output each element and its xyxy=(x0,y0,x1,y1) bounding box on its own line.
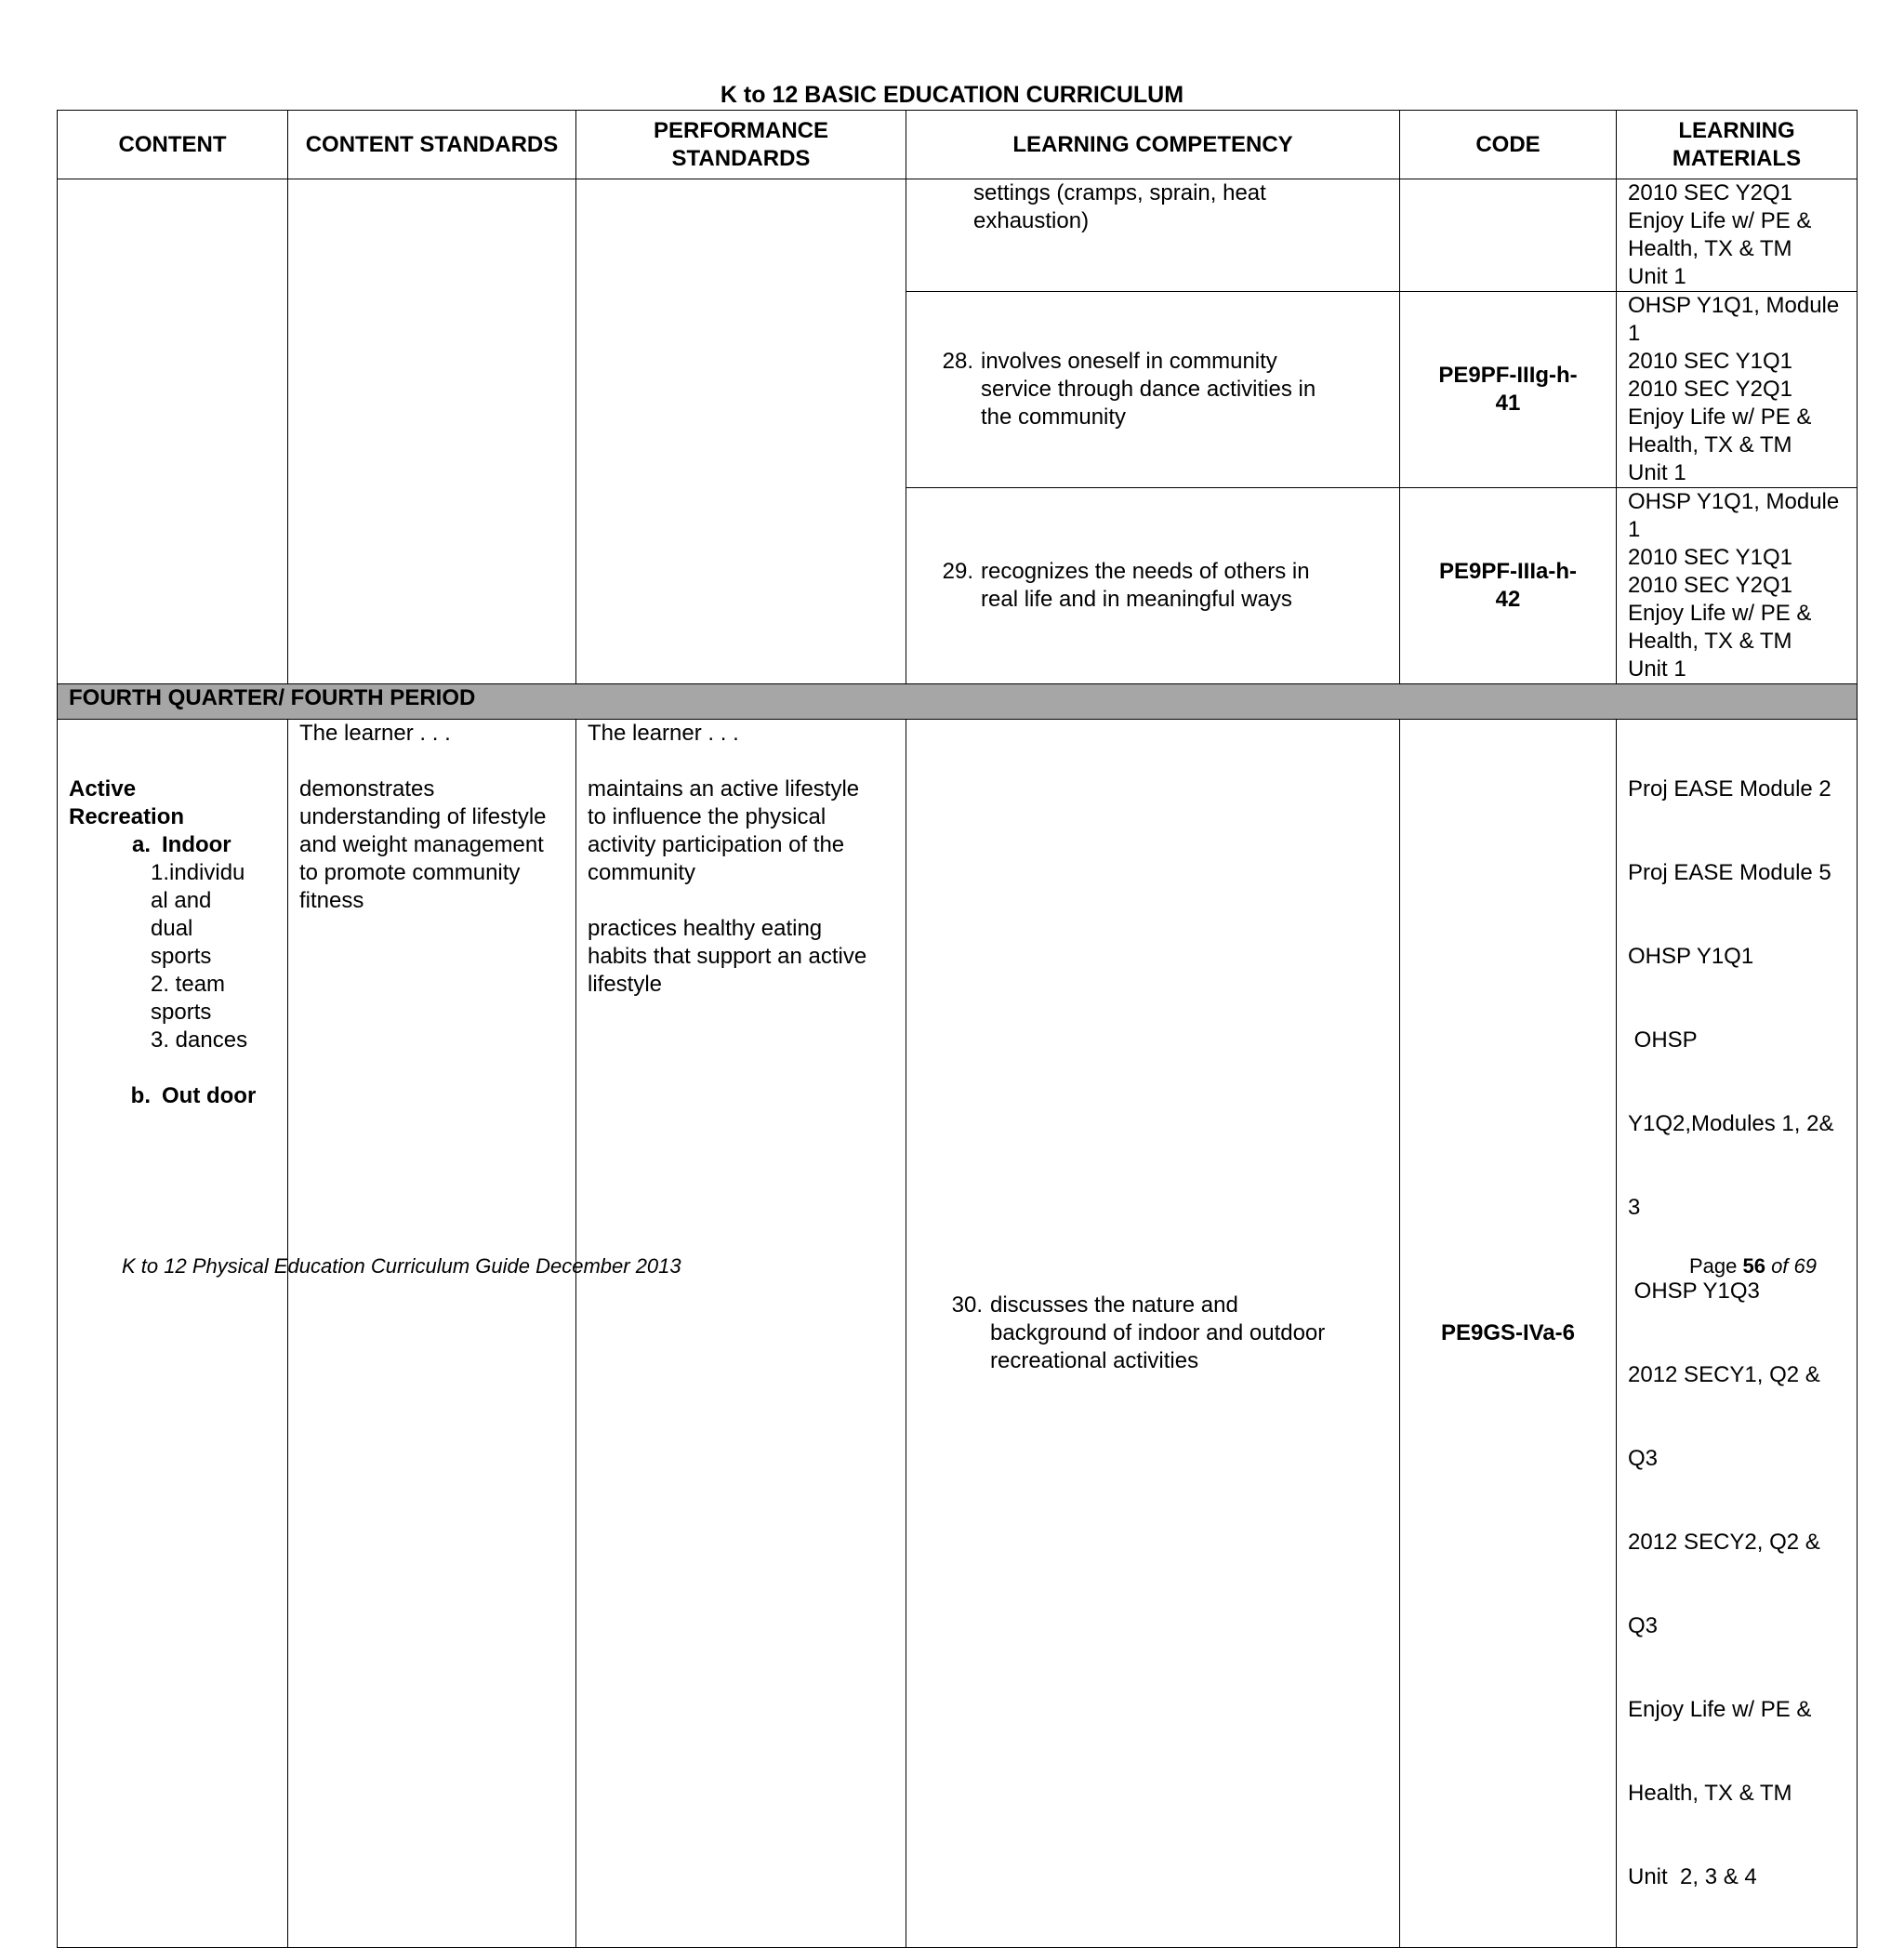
material-line: Unit 1 xyxy=(1628,264,1686,289)
text-line: service through dance activities in xyxy=(981,377,1316,402)
material-line: Proj EASE Module 2 xyxy=(1628,776,1831,802)
materials-cell xyxy=(1617,179,1858,292)
competency-cell xyxy=(906,179,1400,292)
table-header-row xyxy=(58,111,1858,179)
material-line: 2010 SEC Y1Q1 xyxy=(1628,349,1793,374)
material-line: Enjoy Life w/ PE & xyxy=(1628,601,1812,626)
item-label: b. xyxy=(130,1083,151,1108)
text-line: demonstrates xyxy=(299,776,435,802)
material-line: 1 xyxy=(1628,321,1641,346)
content-title: Recreation xyxy=(69,804,185,829)
quarter-label: FOURTH QUARTER/ FOURTH PERIOD xyxy=(58,684,1858,720)
page-prefix: Page xyxy=(1688,1254,1743,1278)
performance-standards-cell-empty xyxy=(576,179,906,684)
content-standards-cell-empty xyxy=(288,179,576,684)
text-line: settings (cramps, sprain, heat xyxy=(973,180,1266,205)
material-line: 2012 SECY1, Q2 & xyxy=(1628,1362,1820,1387)
text-line: community xyxy=(588,860,696,885)
code-cell xyxy=(1400,488,1617,684)
material-line: 2010 SEC Y1Q1 xyxy=(1628,545,1793,570)
sub-item-line: 1.individu xyxy=(151,860,245,885)
material-line: 2010 SEC Y2Q1 xyxy=(1628,573,1793,598)
material-line: Q3 xyxy=(1628,1446,1659,1471)
text-line: understanding of lifestyle xyxy=(299,804,547,829)
learner-intro: The learner . . . xyxy=(299,721,451,746)
material-line: Enjoy Life w/ PE & xyxy=(1628,208,1812,233)
code-line: PE9PF-IIIa-h- xyxy=(1438,559,1578,584)
text-line: maintains an active lifestyle xyxy=(588,776,860,802)
material-line: OHSP xyxy=(1628,1027,1698,1053)
code-cell xyxy=(1400,292,1617,488)
competency-text xyxy=(973,179,1266,235)
competency-text xyxy=(981,348,1316,431)
text-line: background of indoor and outdoor xyxy=(990,1320,1326,1345)
code-cell: PE9GS-IVa-6 xyxy=(1400,720,1617,1948)
materials-cell xyxy=(1617,292,1858,488)
text-line: to influence the physical xyxy=(588,804,826,829)
learner-intro: The learner . . . xyxy=(588,721,739,746)
footer-page-number xyxy=(1689,1254,1817,1279)
content-cell-empty xyxy=(58,179,288,684)
text-line: activity participation of the xyxy=(588,832,845,857)
material-line: 2012 SECY2, Q2 & xyxy=(1628,1530,1820,1555)
text-line: exhaustion) xyxy=(973,208,1090,233)
material-line: Health, TX & TM xyxy=(1628,1781,1792,1806)
material-line: Enjoy Life w/ PE & xyxy=(1628,1697,1812,1722)
competency-text xyxy=(981,558,1310,614)
material-line: 1 xyxy=(1628,517,1641,542)
document-title: K to 12 BASIC EDUCATION CURRICULUM xyxy=(720,82,1184,108)
material-line: Proj EASE Module 5 xyxy=(1628,860,1831,885)
code-line: 41 xyxy=(1495,391,1521,416)
performance-standards-cell xyxy=(576,720,906,1948)
material-line: Unit 1 xyxy=(1628,656,1686,682)
header-learning-competency: LEARNING COMPETENCY xyxy=(906,111,1400,179)
item-text: Indoor xyxy=(162,832,231,857)
competency-number: 29. xyxy=(942,559,973,584)
page-number: 56 xyxy=(1742,1254,1765,1278)
competency-text xyxy=(990,1292,1325,1375)
header-content-standards: CONTENT STANDARDS xyxy=(288,111,576,179)
code-line: PE9PF-IIIg-h- xyxy=(1438,363,1578,388)
competency-cell xyxy=(906,720,1400,1948)
content-title: Active xyxy=(69,776,137,802)
header-learning-materials: LEARNING MATERIALS xyxy=(1617,111,1858,179)
text-line: to promote community xyxy=(299,860,521,885)
text-line: recreational activities xyxy=(990,1348,1199,1373)
code-cell xyxy=(1400,179,1617,292)
sub-item-line: 3. dances xyxy=(151,1027,248,1053)
curriculum-table xyxy=(57,110,1858,1948)
material-line: Q3 xyxy=(1628,1613,1659,1638)
text-line: the community xyxy=(981,404,1127,430)
text-line: lifestyle xyxy=(588,972,663,997)
sub-item-line: sports xyxy=(151,1000,212,1025)
material-line: 3 xyxy=(1628,1195,1641,1220)
content-item-indoor xyxy=(69,831,276,859)
materials-cell xyxy=(1617,720,1858,1948)
code-line: 42 xyxy=(1495,587,1521,612)
text-line: involves oneself in community xyxy=(981,349,1277,374)
footer-guide-title: K to 12 Physical Education Curriculum Guide December 2013 xyxy=(122,1254,681,1278)
content-standards-cell xyxy=(288,720,576,1948)
material-line: 2010 SEC Y2Q1 xyxy=(1628,180,1793,205)
material-line: Health, TX & TM xyxy=(1628,432,1792,457)
text-line: and weight management xyxy=(299,832,544,857)
competency-number: 30. xyxy=(951,1292,983,1318)
page-total: of 69 xyxy=(1765,1254,1817,1278)
competency-cell xyxy=(906,292,1400,488)
competency-cell xyxy=(906,488,1400,684)
materials-cell xyxy=(1617,488,1858,684)
table-row xyxy=(58,179,1858,292)
header-performance-standards: PERFORMANCE STANDARDS xyxy=(576,111,906,179)
text-line: habits that support an active xyxy=(588,944,867,969)
material-line: Y1Q2,Modules 1, 2& xyxy=(1628,1111,1834,1136)
header-code: CODE xyxy=(1400,111,1617,179)
competency-number: 28. xyxy=(942,349,973,374)
content-item-outdoor xyxy=(69,1082,276,1110)
material-line: OHSP Y1Q3 xyxy=(1628,1279,1760,1304)
material-line: Unit 2, 3 & 4 xyxy=(1628,1864,1757,1889)
content-cell xyxy=(58,720,288,1948)
item-label: a. xyxy=(131,832,151,857)
text-line: recognizes the needs of others in xyxy=(981,559,1310,584)
material-line: 2010 SEC Y2Q1 xyxy=(1628,377,1793,402)
material-line: Enjoy Life w/ PE & xyxy=(1628,404,1812,430)
material-line: Health, TX & TM xyxy=(1628,629,1792,654)
text-line: discusses the nature and xyxy=(990,1292,1238,1318)
text-line: fitness xyxy=(299,888,364,913)
sub-item-line: dual xyxy=(151,916,193,941)
quarter-row xyxy=(58,684,1858,720)
text-line: real life and in meaningful ways xyxy=(981,587,1292,612)
item-text: Out door xyxy=(162,1083,257,1108)
header-content: CONTENT xyxy=(58,111,288,179)
material-line: Health, TX & TM xyxy=(1628,236,1792,261)
material-line: OHSP Y1Q1, Module xyxy=(1628,489,1840,514)
material-line: Unit 1 xyxy=(1628,460,1686,485)
material-line: OHSP Y1Q1 xyxy=(1628,944,1754,969)
sub-item-line: 2. team xyxy=(151,972,226,997)
material-line: OHSP Y1Q1, Module xyxy=(1628,293,1840,318)
text-line: practices healthy eating xyxy=(588,916,823,941)
sub-item-line: al and xyxy=(151,888,212,913)
sub-items xyxy=(69,859,276,1054)
sub-item-line: sports xyxy=(151,944,212,969)
table-row xyxy=(58,720,1858,1948)
